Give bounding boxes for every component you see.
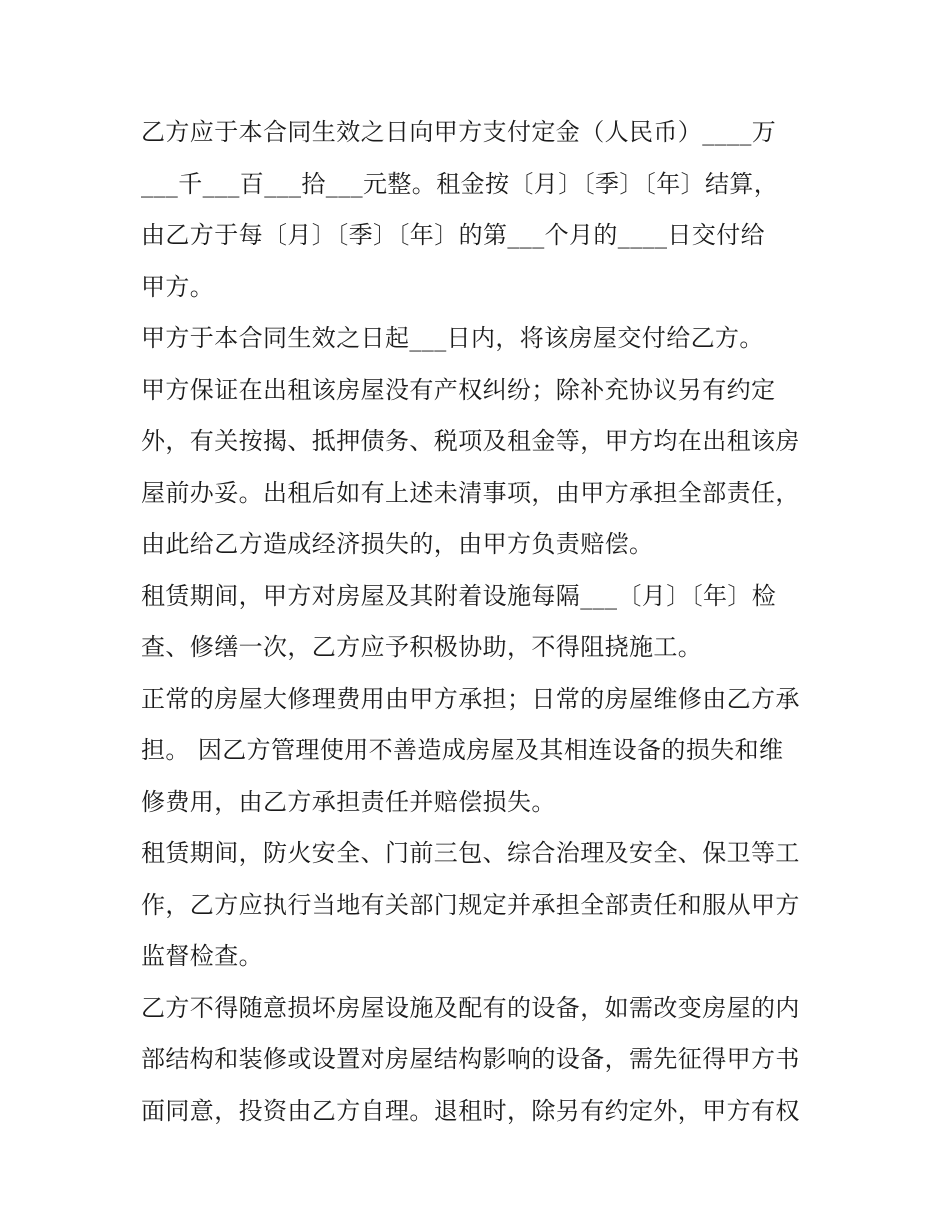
text-line: 甲方于本合同生效之日起___日内，将该房屋交付给乙方。	[141, 324, 764, 352]
text-line: 乙方不得随意损坏房屋设施及配有的设备，如需改变房屋的内	[141, 993, 800, 1022]
text-line: 由此给乙方造成经济损失的，由甲方负责赔偿。	[141, 530, 654, 558]
text-line: ___千___百___拾___元整。租金按〔月〕〔季〕〔年〕结算，	[141, 169, 779, 198]
text-line: 作，乙方应执行当地有关部门规定并承担全部责任和服从甲方	[141, 890, 800, 919]
text-line: 屋前办妥。出租后如有上述未清事项，由甲方承担全部责任，	[141, 478, 800, 507]
text-line: 修费用，由乙方承担责任并赔偿损失。	[141, 787, 556, 816]
text-line: 外，有关按揭、抵押债务、税项及租金等，甲方均在出租该房	[141, 427, 800, 455]
text-line: 由乙方于每〔月〕〔季〕〔年〕的第___个月的____日交付给	[141, 221, 765, 249]
text-line: 担。 因乙方管理使用不善造成房屋及其相连设备的损失和维	[141, 736, 784, 764]
text-line: 部结构和装修或设置对房屋结构影响的设备，需先征得甲方书	[141, 1045, 800, 1073]
text-line: 租赁期间，防火安全、门前三包、综合治理及安全、保卫等工	[141, 839, 800, 867]
text-line: 监督检查。	[141, 942, 263, 970]
text-line: 查、修缮一次，乙方应予积极协助，不得阻挠施工。	[141, 633, 703, 661]
text-line: 租赁期间，甲方对房屋及其附着设施每隔___〔月〕〔年〕检	[141, 581, 777, 610]
text-line: 面同意，投资由乙方自理。退租时，除另有约定外，甲方有权	[141, 1096, 800, 1125]
text-line: 正常的房屋大修理费用由甲方承担；日常的房屋维修由乙方承	[141, 684, 800, 713]
text-line: 甲方保证在出租该房屋没有产权纠纷；除补充协议另有约定	[141, 375, 776, 404]
text-line: 甲方。	[141, 272, 215, 301]
document-body	[141, 107, 813, 1137]
text-line: 乙方应于本合同生效之日向甲方支付定金（人民币）____万	[141, 118, 777, 146]
